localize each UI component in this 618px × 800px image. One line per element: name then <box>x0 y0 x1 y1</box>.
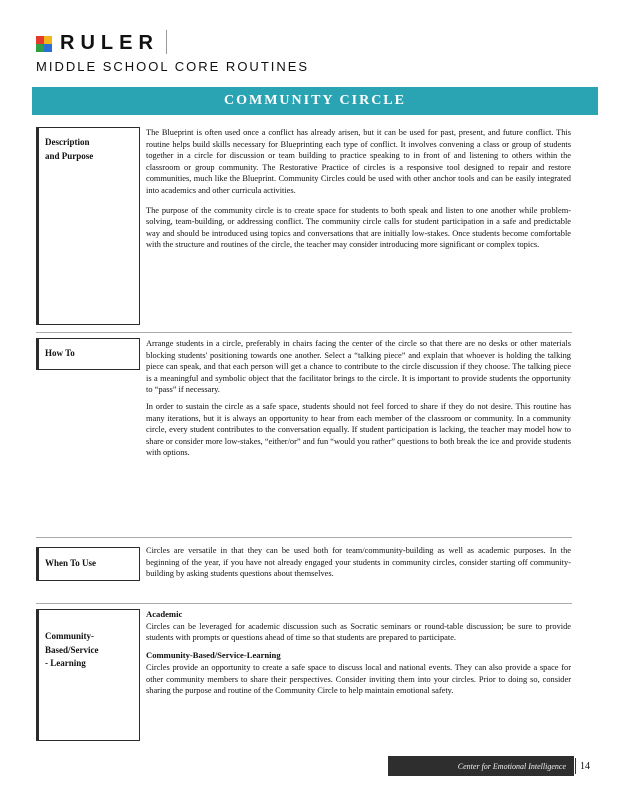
page-number-divider <box>575 758 576 774</box>
how-to-paragraph-2: In order to sustain the circle as a safe space, students should not feel forced to share if they do not desire. This routine has many iterations, but it is always an opportunity to hear from each member of the classroom or community. In a community circle, every student contributes to the conversation equally. If student participation is lacking, the teacher may model how to share or consider more low-stakes, “either/or” and fun “would you rather” questions to both break the ice and provide students with options. <box>146 401 571 458</box>
how-to-label <box>36 338 140 370</box>
community-label-line2: Based/Service <box>45 644 99 655</box>
cbl-heading: Community-Based/Service-Learning <box>146 650 281 661</box>
section-divider <box>36 603 572 604</box>
banner-title: COMMUNITY CIRCLE <box>224 93 406 108</box>
academic-text: Circles can be leveraged for academic discussion such as Socratic seminars or round-table discussion; be sure to provide students with prompts or questions ahead of time so that students are prepared to participate. <box>146 621 571 643</box>
section-divider <box>36 332 572 333</box>
community-label-line3: - Learning <box>45 658 86 668</box>
description-label-line2: and Purpose <box>45 150 94 161</box>
logo-text: RULER <box>60 32 159 54</box>
how-to-label-text: How To <box>45 348 75 359</box>
community-label <box>36 609 140 741</box>
community-content <box>146 609 571 702</box>
academic-heading: Academic <box>146 609 183 619</box>
page-number: 14 <box>580 760 590 772</box>
when-content <box>146 545 571 585</box>
cbl-text: Circles provide an opportunity to create a safe space to discuss local and national events. They can also provide a space for other community members to share their perspectives. Consider inviting them into your circles. Prior to doing so, consider sharing the purpose and routine of the Community Circle to help maintain emotional safety. <box>146 662 571 696</box>
description-label-line1: Description <box>45 137 90 147</box>
section-banner <box>32 87 598 115</box>
page-subtitle: MIDDLE SCHOOL CORE ROUTINES <box>36 59 310 74</box>
ruler-logo-icon <box>36 36 52 52</box>
description-paragraph-2: The purpose of the community circle is to create space for students to both speak and listen to one another while problem-solving, team-building, or addressing conflict. The community circle calls for student participation in a safe and predictable way and should be introduced using topics and conversations that are initially low-stakes. Once students become comfortable with the structure and routines of the circle, the teacher may consider introducing more significant or complex topics. <box>146 205 571 250</box>
how-to-content <box>146 338 571 464</box>
description-content <box>146 127 571 256</box>
section-divider <box>36 537 572 538</box>
description-paragraph-1: The Blueprint is often used once a conflict has already arisen, but it can be used for past, present, and future conflict. This routine helps build skills necessary for Blueprinting each type of conflict. It involves convening a class or group of students together in a circle for discussion or team building to practice speaking to in front of and listening to others within the classroom or group community. The Restorative Practice of circles is a responsive tool designed to repair and restore communities, much like the Blueprint. Community Circles could be used with other anchor tools and can be easily integrated into academics and other curricula activities. <box>146 128 571 195</box>
community-label-line1: Community- <box>45 631 94 641</box>
when-label-text: When To Use <box>45 558 97 569</box>
footer-bar <box>388 756 574 776</box>
logo-divider <box>166 30 167 54</box>
ruler-logo <box>36 32 159 55</box>
when-paragraph: Circles are versatile in that they can be used both for team/community-building as well as academic purposes. In the beginning of the year, if you have not already engaged your students in community circles, consider starting off community-building by asking students questions about themselves. <box>146 546 571 579</box>
when-label <box>36 547 140 581</box>
description-label <box>36 127 140 325</box>
how-to-paragraph-1: Arrange students in a circle, preferably in chairs facing the center of the circle so that there are no desks or other materials blocking students' positioning towards one another. Select a “talking piece” and explain that whoever is holding the talking piece can speak, and that each person will get a chance to contribute to the circle discussion if they choose. The talking piece is a meaningful and symbolic object that the facilitator brings to the circle. It is important to provide students the opportunity to “pass” if necessary. <box>146 339 571 395</box>
footer-center-name: Center for Emotional Intelligence <box>457 761 566 771</box>
